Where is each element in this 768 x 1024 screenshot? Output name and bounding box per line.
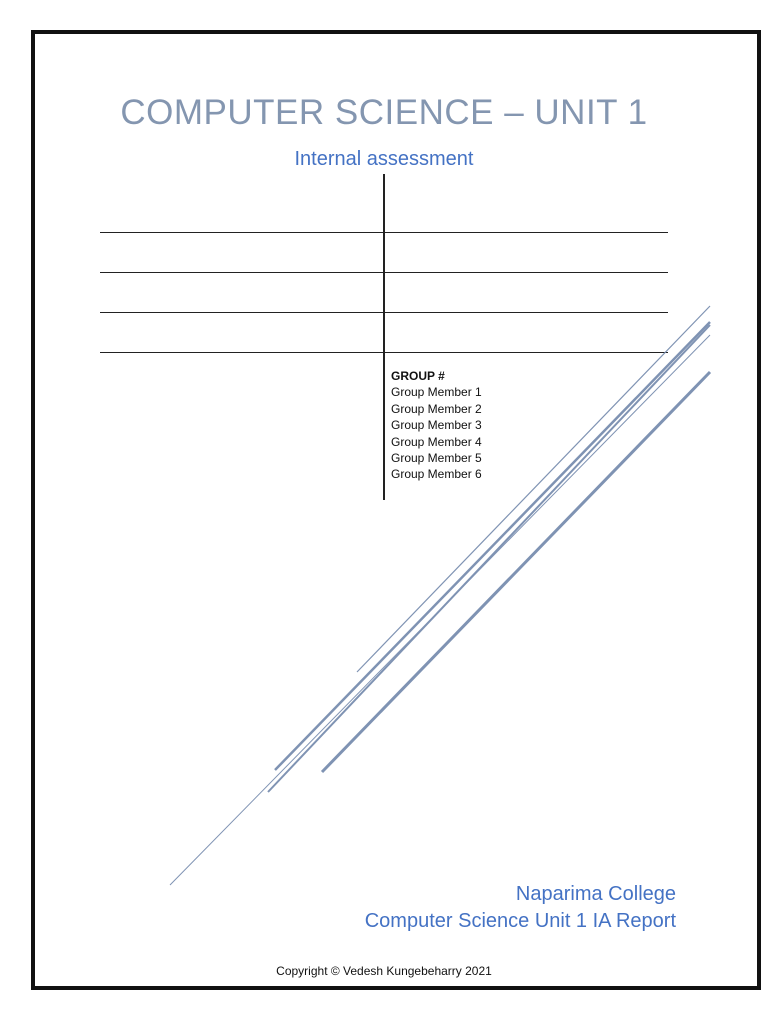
group-member: Group Member 2	[391, 401, 482, 416]
diagonal-line	[268, 325, 710, 792]
document-subtitle: Internal assessment	[294, 148, 474, 170]
college-name: Naparima College	[515, 883, 676, 905]
report-name: Computer Science Unit 1 IA Report	[364, 910, 676, 932]
group-member: Group Member 6	[391, 467, 482, 482]
diagonal-line	[357, 306, 710, 672]
group-member: Group Member 3	[391, 418, 482, 433]
group-member: Group Member 4	[391, 434, 482, 449]
group-heading: GROUP #	[391, 369, 445, 383]
group-member: Group Member 1	[391, 385, 482, 400]
diagonal-line	[322, 372, 710, 772]
diagonal-line	[275, 322, 710, 770]
group-member: Group Member 5	[391, 451, 482, 466]
copyright-text: Copyright © Vedesh Kungebeharry 2021	[276, 964, 492, 978]
document-title: COMPUTER SCIENCE – UNIT 1	[120, 93, 648, 132]
